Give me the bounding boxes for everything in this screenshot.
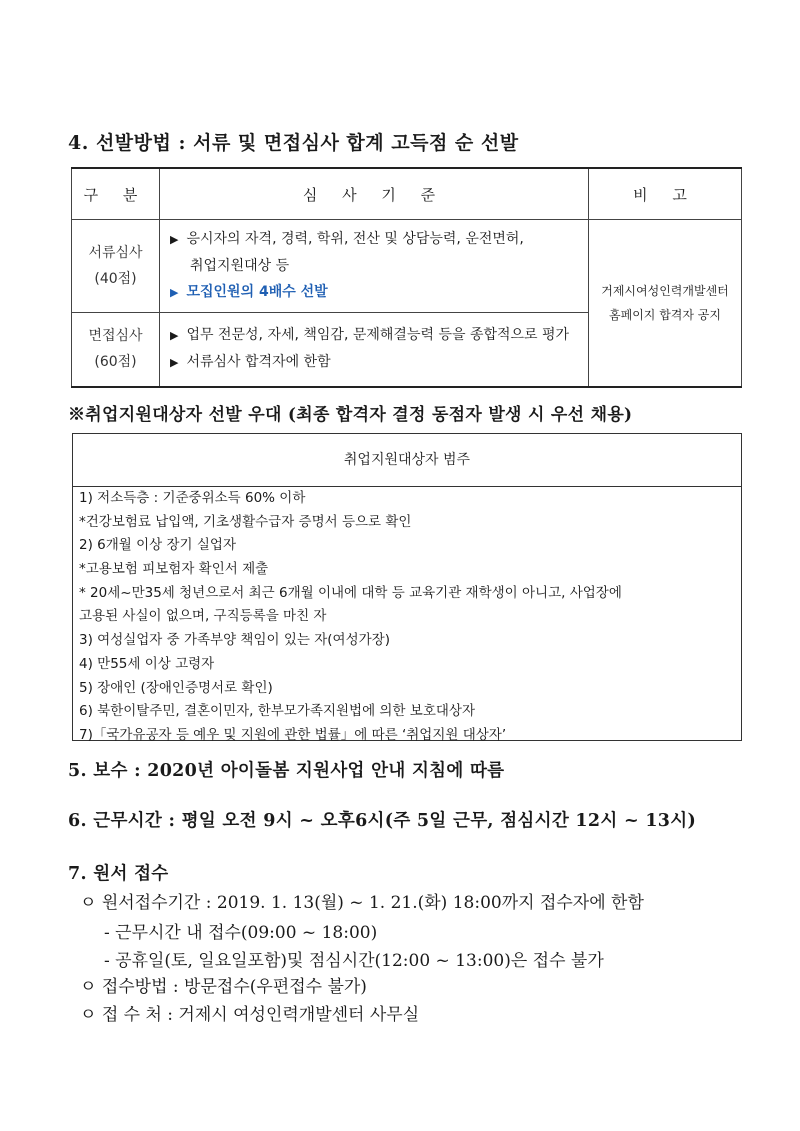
list-item: 2) 6개월 이상 장기 실업자 [79,537,236,554]
section-6-title: 6. 근무시간 : 평일 오전 9시 ~ 오후6시(주 5일 근무, 점심시간 12시 ~ 13시) [68,811,697,831]
category-label: 면접심사 [88,328,143,345]
table-row [72,220,742,313]
list-item: 6) 북한이탈주민, 결혼이민자, 한부모가족지원법에 의한 보호대상자 [79,703,476,720]
criteria-highlight: ▶ 모집인원의 4배수 선발 [170,279,578,306]
preference-title: ※취업지원대상자 선발 우대 (최종 합격자 결정 동점자 발생 시 우선 채용) [68,405,633,425]
list-item: 3) 여성실업자 중 가족부양 책임이 있는 자(여성가장) [79,632,390,649]
list-item: 7)「국가유공자 등 예우 및 지원에 관한 법률」에 따른 ‘취업지원 대상자’ [79,726,507,743]
note-cell [589,220,742,387]
application-hours: - 근무시간 내 접수(09:00 ~ 18:00) [104,923,378,943]
category-box-title: 취업지원대상자 범주 [73,434,741,487]
header-note: 비 고 [589,168,742,220]
list-item: * 20세~만35세 청년으로서 최근 6개월 이내에 대학 등 교육기관 재학생이 아니고, 사업장에 [79,584,622,601]
list-item: 고용된 사실이 없으며, 구직등록을 마친 자 [79,608,327,625]
header-category: 구 분 [72,168,160,220]
header-criteria: 심 사 기 준 [160,168,589,220]
note-line: 거제시여성인력개발센터 [601,283,729,298]
application-method: ㅇ 접수방법 : 방문접수(우편접수 불가) [80,977,367,997]
list-item: *건강보험료 납입액, 기초생활수급자 증명서 등으로 확인 [79,513,412,530]
criteria-cell [160,220,589,313]
category-label: 서류심사 [88,245,143,261]
note-line: 홈페이지 합격자 공지 [609,307,721,322]
list-item: 4) 만55세 이상 고령자 [79,655,215,672]
category-points: (60점) [94,354,137,371]
criteria-item-cont: 취업지원대상 등 [190,258,290,274]
section-7-title: 7. 원서 접수 [68,864,169,884]
application-exclusion: - 공휴일(토, 일요일포함)및 점심시간(12:00 ~ 13:00)은 접수 불가 [104,951,604,971]
list-item: 1) 저소득층 : 기준중위소득 60% 이하 [79,490,306,506]
eligibility-category-box [72,433,742,741]
category-cell [72,220,160,313]
category-points: (40점) [94,271,137,287]
selection-criteria-table [71,167,742,388]
table-header-row [72,168,742,220]
criteria-item: ▶ 응시자의 자격, 경력, 학위, 전산 및 상담능력, 운전면허, [170,226,578,253]
list-item: *고용보험 피보험자 확인서 제출 [79,561,269,578]
list-item: 5) 장애인 (장애인증명서로 확인) [79,679,273,696]
section-5-title: 5. 보수 : 2020년 아이돌봄 지원사업 안내 지침에 따름 [68,761,505,781]
criteria-item: ▶ 업무 전문성, 자세, 책임감, 문제해결능력 등을 종합적으로 평가 [170,322,578,349]
application-period: ㅇ 원서접수기간 : 2019. 1. 13(월) ~ 1. 21.(화) 18:00까지 접수자에 한함 [80,893,644,913]
section-4-title: 4. 선발방법 : 서류 및 면접심사 합계 고득점 순 선발 [68,132,519,154]
category-cell [72,313,160,387]
criteria-item: ▶ 서류심사 합격자에 한함 [170,349,578,376]
application-place: ㅇ 접 수 처 : 거제시 여성인력개발센터 사무실 [80,1005,420,1025]
criteria-cell [160,313,589,387]
category-list [73,487,741,748]
